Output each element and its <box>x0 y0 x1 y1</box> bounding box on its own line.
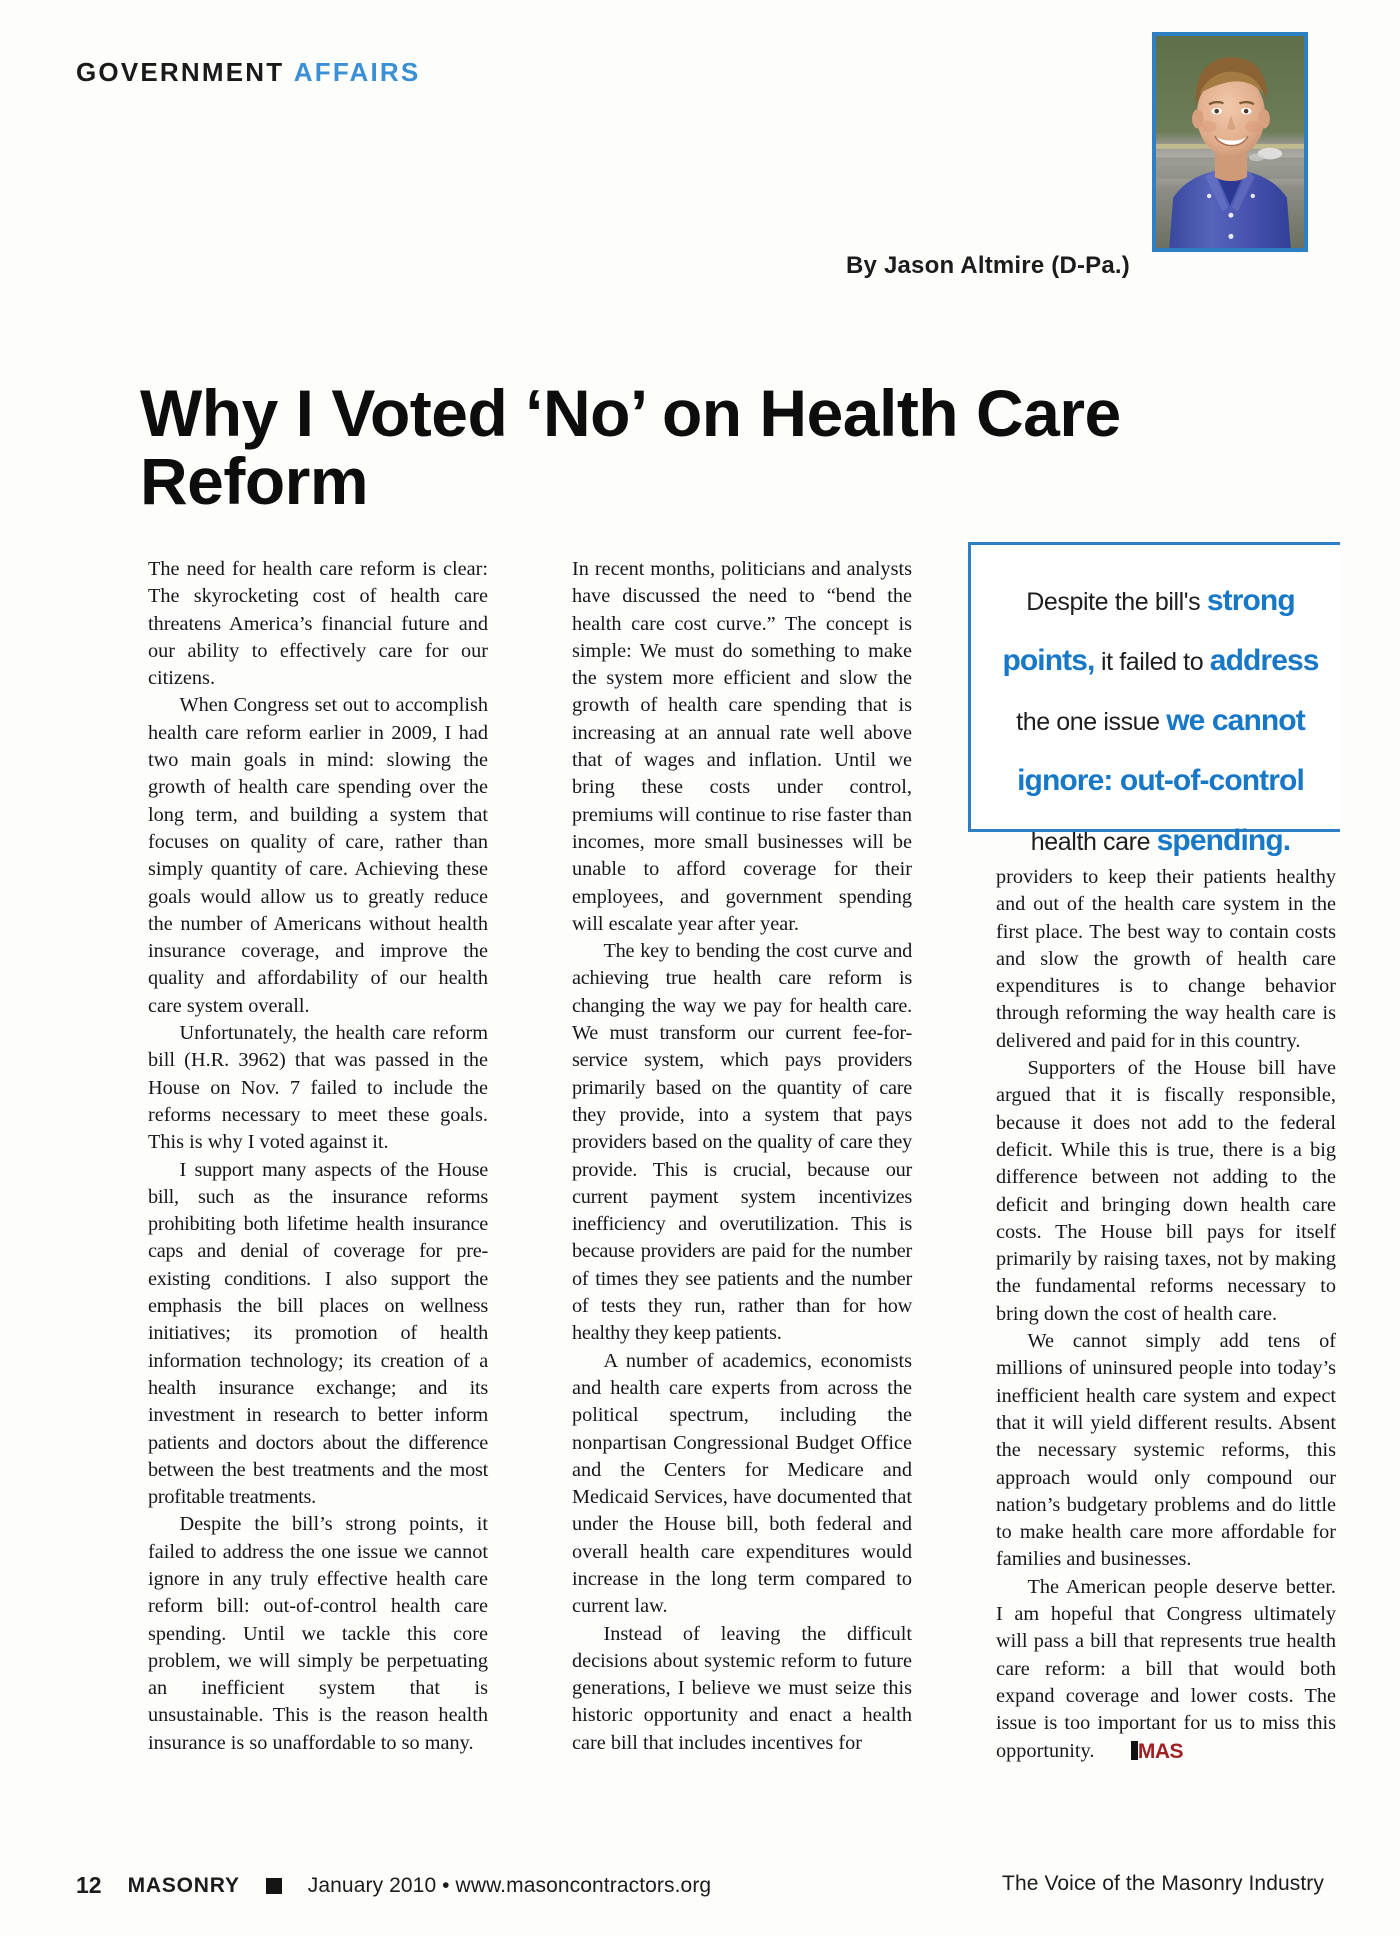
paragraph-text: The American people deserve better. I am hopeful that Congress ultimately will pass a bill that represents true health care reform: a bill that would both expand coverage and lower costs. The issue is too important for us to miss this opportunity. <box>996 1575 1336 1762</box>
paragraph: The need for health care reform is clear: The skyrocketing cost of health care threatens America’s financial future and our ability to effectively care for our citizens. <box>148 558 488 690</box>
author-photo <box>1152 32 1308 252</box>
kicker-government: GOVERNMENT <box>76 57 285 87</box>
square-bullet-icon <box>266 1878 282 1894</box>
kicker-affairs: AFFAIRS <box>293 57 421 87</box>
pull-quote-spacer <box>996 556 1336 864</box>
page-number: 12 <box>76 1872 102 1898</box>
paragraph: providers to keep their patients healthy and out of the health care system in the first place. The best way to contain costs and slow the growth of health care expenditures is to change behavior through reforming the way health care is delivered and paid for in this country. <box>996 866 1336 1052</box>
end-mark-bar <box>1131 1741 1138 1760</box>
pull-quote-seg6: we cannot ignore: <box>1017 704 1305 797</box>
paragraph: The key to bending the cost curve and achieving true health care reform is changing the way we pay for health care. We must transform our current fee-for-service system, which pays providers primarily based on the quantity of care they provide, into a system that pays providers based on the quality of care they provide. This is crucial, because our current payment system incentivizes inefficiency and overutilization. This is because providers are paid for the number of times they see patients and the number of tests they run, rather than for how healthy they keep patients. <box>572 940 912 1345</box>
pull-quote-seg4: address <box>1209 644 1319 677</box>
paragraph: A number of academics, economists and health care experts from across the political spectrum, including the nonpartisan Congressional Budget Office and the Centers for Medicare and Medicaid Services, have documented that under the House bill, both federal and overall health care expenditures would increase in the long term compared to current law. <box>572 1349 912 1618</box>
magazine-name: MASONRY <box>127 1873 240 1897</box>
article-byline: By Jason Altmire (D-Pa.) <box>846 252 1130 279</box>
article-body <box>148 556 1338 1826</box>
issue-and-website: January 2010 • www.masoncontractors.org <box>307 1873 712 1897</box>
paragraph: When Congress set out to accomplish health care reform earlier in 2009, I had two main goals in mind: slowing the growth of health care spending over the long term, and building a system that focuses on quality of care, rather than simply quantity of care. Achieving these goals would allow us to greatly reduce the number of Americans without health insurance coverage, and improve the quality and affordability of our health care system overall. <box>148 694 488 1017</box>
paragraph: Despite the bill’s strong points, it failed to address the one issue we cannot ignore in any truly effective health care reform bill: out-of-control health care spending. Until we tackle this core problem, we will simply be perpetuating an inefficient system that is unsustainable. This is the reason health insurance is so unaffordable to so many. <box>148 1513 488 1754</box>
paragraph: Unfortunately, the health care reform bill (H.R. 3962) that was passed in the House on Nov. 7 failed to include the reforms necessary to meet these goals. This is why I voted against it. <box>148 1022 488 1154</box>
pull-quote-seg2: strong points, <box>1002 584 1295 677</box>
paragraph: Instead of leaving the difficult decisions about systemic reform to future generations, I believe we must seize this historic opportunity and enact a health care bill that includes incentives for <box>572 1622 912 1754</box>
paragraph: In recent months, politicians and analysts have discussed the need to “bend the health care cost curve.” The concept is simple: We must do something to make the system more efficient and slow the growth of health care spending that is increasing at an annual rate well above that of wages and inflation. Until we bring these costs under control, premiums will continue to rise faster than incomes, more small businesses will be unable to afford coverage for their employees, and government spending will escalate year after year. <box>572 558 912 935</box>
paragraph: Supporters of the House bill have argued that it is fiscally responsible, because it does not add to the federal deficit. While this is true, there is a big difference between not adding to the deficit and bringing down health care costs. The House bill pays for itself primarily by raising taxes, not by making the fundamental reforms necessary to bring down the cost of health care. <box>996 1057 1336 1325</box>
footer-left <box>76 1872 711 1899</box>
section-kicker <box>76 57 420 88</box>
pull-quote-seg9: spending. <box>1156 824 1291 857</box>
pull-quote-seg3: it failed to <box>1094 648 1210 676</box>
article-headline: Why I Voted ‘No’ on Health Care Reform <box>140 376 1121 519</box>
end-mark <box>1099 1738 1183 1766</box>
paragraph <box>996 1574 1336 1766</box>
headshot-illustration <box>1156 36 1304 248</box>
body-column-3 <box>996 556 1336 1766</box>
pull-quote-seg1: Despite the bill's <box>1026 588 1207 616</box>
page-footer <box>76 1872 1324 1906</box>
pull-quote-seg7: out-of-control <box>1112 764 1304 797</box>
pull-quote-seg8: health care <box>1030 828 1157 856</box>
pull-quote-seg5: the one issue <box>1016 708 1167 736</box>
body-column-2 <box>572 556 912 1757</box>
paragraph: I support many aspects of the House bill, such as the insurance reforms prohibiting both lifetime health insurance caps and denial of coverage for pre-existing conditions. I also support the emphasis the bill places on wellness initiatives; its promotion of health information technology; its creation of a health insurance exchange; and its investment in research to better inform patients and doctors about the difference between the best treatments and the most profitable treatments. <box>148 1158 488 1509</box>
body-column-1 <box>148 556 488 1757</box>
footer-tagline: The Voice of the Masonry Industry <box>1002 1872 1324 1895</box>
paragraph: We cannot simply add tens of millions of uninsured people into today’s inefficient health care system and expect that it will yield different results. Absent the necessary systemic reforms, this approach would only compound our nation’s budgetary problems and do little to make health care more affordable for families and businesses. <box>996 1330 1336 1571</box>
end-mark-label: MAS <box>1137 1739 1184 1763</box>
